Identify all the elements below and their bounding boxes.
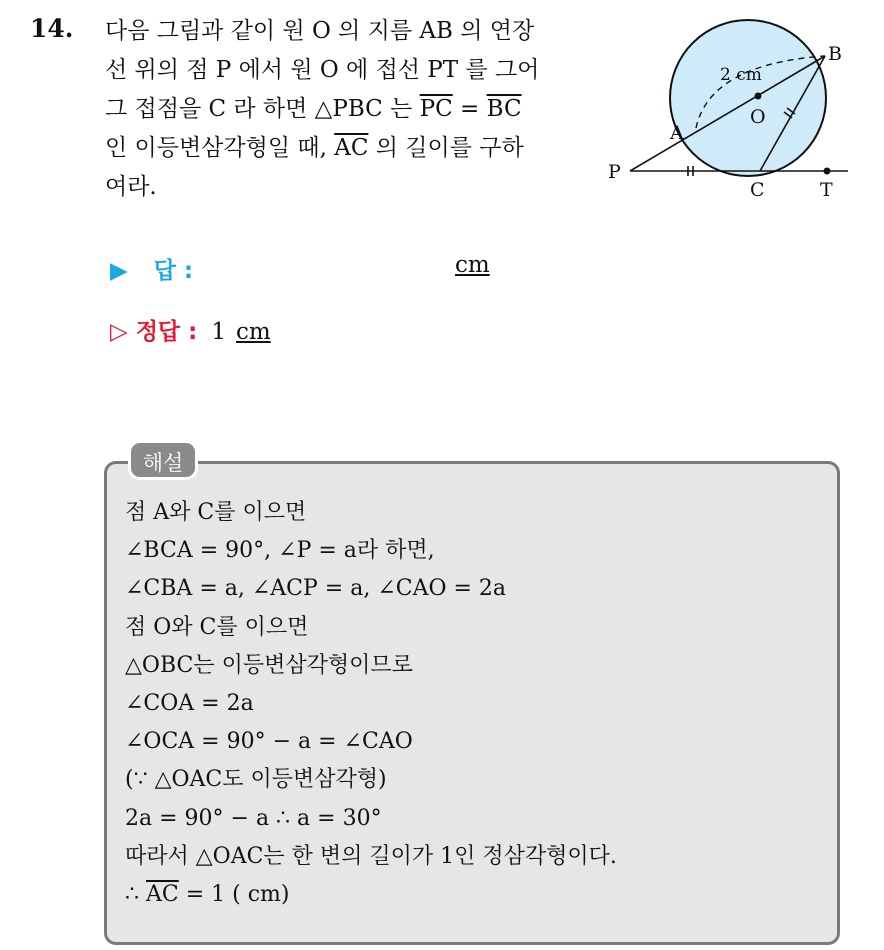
solution-line — [125, 876, 617, 914]
problem-line — [105, 90, 585, 129]
problem-line: 선 위의 점 P 에서 원 O 에 접선 PT 를 그어 — [105, 57, 540, 83]
outline-triangle-icon: ▷ — [110, 319, 128, 345]
correct-answer-value: 1 — [211, 319, 226, 345]
label-o: O — [750, 106, 766, 128]
circle-o — [670, 20, 826, 176]
solution-line: (∵ △OAC도 이등변삼각형) — [125, 767, 387, 793]
segment-ac: $\overline{AC}$ — [334, 135, 369, 161]
solution-line: ∠OCA = 90° − a = ∠CAO — [125, 729, 413, 755]
solution-line: 따라서 △OAC는 한 변의 길이가 1인 정삼각형이다. — [125, 843, 617, 869]
solution-tag: 해설 — [128, 440, 198, 480]
problem-line-text: 인 이등변삼각형일 때, — [105, 135, 327, 161]
geometry-figure — [600, 6, 870, 206]
solution-line: 2a = 90° − a ∴ a = 30° — [125, 805, 382, 831]
problem-line: 여라. — [105, 174, 157, 200]
therefore-symbol: ∴ — [125, 882, 146, 908]
problem-line: 다음 그림과 같이 원 O 의 지름 AB 의 연장 — [105, 18, 535, 44]
label-c: C — [750, 179, 765, 201]
problem-number: 14. — [30, 14, 74, 43]
solution-line: ∠BCA = 90°, ∠P = a라 하면, — [125, 538, 435, 564]
answer-label: 답 : — [153, 258, 194, 284]
answer-unit: cm — [455, 252, 490, 278]
label-t: T — [820, 179, 833, 201]
segment-ac: $\overline{AC}$ — [146, 882, 179, 908]
answer-row — [110, 252, 490, 285]
solution-line: ∠CBA = a, ∠ACP = a, ∠CAO = 2a — [125, 576, 507, 602]
equals-sign: = — [452, 96, 487, 122]
solution-text — [125, 494, 617, 914]
solution-line: 점 O와 C를 이으면 — [125, 614, 309, 640]
label-p: P — [608, 161, 621, 183]
solution-line: ∠COA = 2a — [125, 691, 254, 717]
point-t — [824, 168, 831, 175]
segment-pc: $\overline{PC}$ — [419, 96, 453, 122]
point-o — [755, 93, 762, 100]
solution-line-text: = 1 ( cm) — [178, 882, 290, 908]
label-b: B — [828, 43, 842, 65]
correct-answer-label: 정답 : — [135, 319, 198, 345]
segment-bc: $\overline{BC}$ — [486, 96, 522, 122]
label-a: A — [670, 122, 684, 144]
label-radius: 2 cm — [720, 65, 762, 85]
problem-line — [105, 129, 585, 168]
problem-line-text: 의 길이를 구하 — [368, 135, 524, 161]
correct-answer-unit: cm — [236, 319, 271, 345]
problem-line-text: 그 접점을 C 라 하면 △PBC 는 — [105, 96, 413, 122]
solution-line: △OBC는 이등변삼각형이므로 — [125, 652, 413, 678]
solution-line: 점 A와 C를 이으면 — [125, 500, 307, 525]
problem-text — [105, 12, 585, 207]
correct-answer-row — [110, 313, 271, 346]
play-triangle-icon: ▶ — [110, 258, 128, 284]
